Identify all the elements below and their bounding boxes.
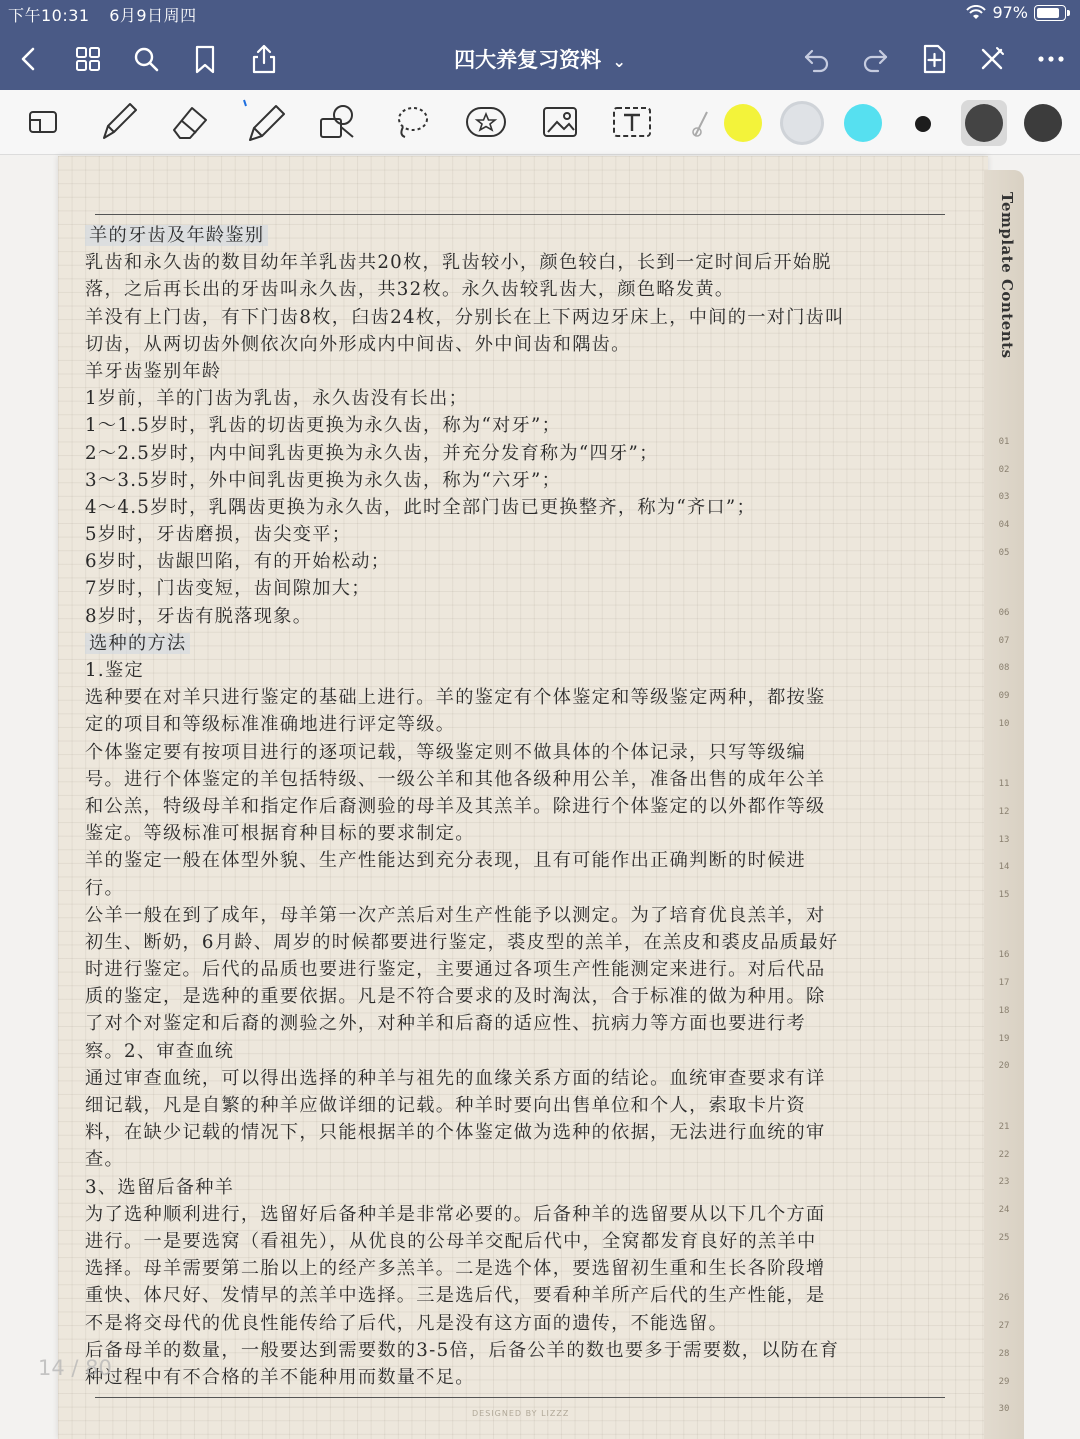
note-text: 质的鉴定，是选种的重要依据。凡是不符合要求的及时淘汰，合于标准的做为种用。除: [85, 986, 826, 1008]
stroke-thin-dot[interactable]: [915, 116, 931, 132]
note-line: [85, 630, 953, 657]
note-text: 号。进行个体鉴定的羊包括特级、一级公羊和其他各级种用公羊，准备出售的成年公羊: [85, 768, 826, 790]
note-text: 个体鉴定要有按项目进行的逐项记载，等级鉴定则不做具体的个体记录，只写等级编: [85, 741, 807, 763]
section-tab[interactable]: 26: [998, 1293, 1010, 1303]
note-line: [85, 684, 953, 711]
note-line: [85, 603, 953, 630]
close-pen-tools-icon[interactable]: [975, 42, 1009, 76]
note-line: [85, 956, 953, 983]
note-line: [85, 412, 953, 439]
note-line: [85, 521, 953, 548]
more-options-icon[interactable]: [1034, 42, 1068, 76]
section-tab[interactable]: 15: [998, 890, 1010, 900]
note-line: [85, 358, 953, 385]
note-text: 时进行鉴定。后代的品质也要进行鉴定，主要通过各项生产性能测定来进行。对后代品: [85, 959, 826, 981]
note-line: [85, 249, 953, 276]
note-line: [85, 1228, 953, 1255]
status-date: 6月9日周四: [109, 6, 197, 25]
note-line: [85, 820, 953, 847]
share-icon[interactable]: [247, 42, 281, 76]
note-text: 公羊一般在到了成年，母羊第一次产羔后对生产性能予以测定。为了培育优良羔羊，对: [85, 904, 826, 926]
stroke-medium-dot[interactable]: [965, 104, 1003, 142]
note-text: 细记载，凡是自繁的种羊应做详细的记载。种羊时要向出售单位和个人，索取卡片资: [85, 1095, 807, 1116]
note-line: [85, 1282, 953, 1309]
section-tab[interactable]: 28: [998, 1349, 1010, 1359]
note-text: 进行。一是要选窝（看祖先），从优良的公母羊交配后代中，全窝都发育良好的羔羊中: [85, 1230, 817, 1252]
note-text: 鉴定。等级标准可根据育种目标的要求制定。: [85, 823, 475, 845]
note-text: 落，之后再长出的牙齿叫永久齿，共32枚。永久齿较乳齿大，颜色略发黄。: [85, 279, 735, 301]
pen-icon[interactable]: [94, 98, 142, 146]
note-text: 了对个对鉴定和后裔的测验之外，对种羊和后裔的适应性、抗病力等方面也要进行考: [85, 1013, 807, 1035]
section-tab[interactable]: 07: [998, 636, 1010, 646]
note-line: [85, 575, 953, 602]
note-text: 3、选留后备种羊: [85, 1176, 235, 1198]
status-bar: [8, 3, 211, 26]
note-text: 羊的鉴定一般在体型外貌、生产性能达到充分表现，且有可能作出正确判断的时候进: [85, 850, 807, 872]
add-page-icon[interactable]: [917, 42, 951, 76]
lasso-icon[interactable]: [388, 98, 436, 146]
note-line: [85, 1201, 953, 1228]
note-line: [85, 1337, 953, 1364]
section-tab[interactable]: 22: [998, 1150, 1010, 1160]
section-tab[interactable]: 13: [998, 835, 1010, 845]
redo-icon[interactable]: [858, 42, 892, 76]
section-tab[interactable]: 20: [998, 1061, 1010, 1071]
note-text: 1岁前，羊的门齿为乳齿，永久齿没有长出；: [85, 388, 469, 410]
text-icon[interactable]: [608, 98, 656, 146]
note-line: [85, 304, 953, 331]
tool-bar: [0, 90, 1080, 155]
battery-icon: [1034, 5, 1066, 21]
note-text: 通过审查血统，可以得出选择的种羊与祖先的血缘关系方面的结论。血统审查要求有详: [85, 1067, 826, 1089]
page-layout-icon[interactable]: [20, 98, 68, 146]
title-chevron-down-icon: ⌄: [612, 52, 626, 71]
shapes-icon[interactable]: [314, 98, 362, 146]
note-line: [85, 440, 953, 467]
note-text: 察。2、审查血统: [85, 1040, 235, 1062]
designed-by-label: DESIGNED BY LIZZZ: [472, 1409, 570, 1418]
undo-icon[interactable]: [800, 42, 834, 76]
section-tab[interactable]: 30: [998, 1404, 1010, 1414]
document-title-text: 四大养复习资料: [454, 48, 602, 72]
section-tab[interactable]: 09: [998, 691, 1010, 701]
note-text: 选择。母羊需要第二胎以上的经产多羔羊。二是选个体，要选留初生重和生长各阶段增: [85, 1258, 826, 1280]
section-tab[interactable]: 21: [998, 1122, 1010, 1132]
section-tab[interactable]: 24: [998, 1205, 1010, 1215]
note-text: 重快、体尺好、发情早的羔羊中选择。三是选后代，要看种羊所产后代的生产性能，是: [85, 1285, 826, 1307]
section-tab[interactable]: 01: [998, 437, 1010, 447]
page-indicator: 14 / 80: [38, 1356, 112, 1380]
section-tab[interactable]: 12: [998, 807, 1010, 817]
note-heading: 羊的牙齿及年龄鉴别: [85, 225, 268, 246]
note-line: [85, 1174, 953, 1201]
note-line: [85, 902, 953, 929]
section-tab[interactable]: 25: [998, 1233, 1010, 1243]
note-text: 切齿，从两切齿外侧依次向外形成内中间齿、外中间齿和隅齿。: [85, 333, 631, 355]
note-text: 6岁时，齿龈凹陷，有的开始松动；: [85, 551, 391, 573]
note-text: 乳齿和永久齿的数目幼年羊乳齿共20枚，乳齿较小，颜色较白，长到一定时间后开始脱: [85, 252, 832, 274]
note-text: 种过程中有不合格的羊不能种用而数量不足。: [85, 1366, 475, 1388]
note-line: [85, 657, 953, 684]
battery-percent: 97%: [992, 3, 1028, 22]
section-tab[interactable]: 06: [998, 608, 1010, 618]
note-line: [85, 494, 953, 521]
note-line: [85, 929, 953, 956]
template-contents-label[interactable]: Template Contents: [998, 192, 1016, 359]
section-tab[interactable]: 19: [998, 1034, 1010, 1044]
search-icon[interactable]: [129, 42, 163, 76]
color-gray-swatch[interactable]: [783, 104, 821, 142]
note-text: 8岁时，牙齿有脱落现象。: [85, 605, 313, 627]
color-yellow-swatch[interactable]: [724, 104, 762, 142]
note-text: 行。: [85, 877, 124, 899]
note-line: [85, 1146, 953, 1173]
status-time: 下午10:31: [8, 6, 90, 25]
section-tab[interactable]: 05: [998, 548, 1010, 558]
note-line: [85, 766, 953, 793]
note-text: 查。: [85, 1149, 124, 1171]
note-text: 1～1.5岁时，乳齿的切齿更换为永久齿，称为“对牙”；: [85, 415, 562, 437]
note-line: [85, 1364, 953, 1391]
section-tab[interactable]: 14: [998, 862, 1010, 872]
section-tab[interactable]: 23: [998, 1177, 1010, 1187]
section-tab[interactable]: 17: [998, 978, 1010, 988]
section-tab[interactable]: 03: [998, 492, 1010, 502]
note-text: 羊没有上门齿，有下门齿8枚，臼齿24枚，分别长在上下两边牙床上，中间的一对门齿叫: [85, 306, 845, 328]
note-line: [85, 331, 953, 358]
top-rule: [95, 214, 945, 215]
note-line: [85, 1010, 953, 1037]
note-line: [85, 276, 953, 303]
bottom-rule: [95, 1397, 945, 1398]
note-line: [85, 1065, 953, 1092]
note-line: [85, 711, 953, 738]
note-line: [85, 222, 953, 249]
section-tab[interactable]: 02: [998, 465, 1010, 475]
note-text: 2～2.5岁时，内中间乳齿更换为永久齿，并充分发育称为“四牙”；: [85, 442, 659, 464]
image-icon[interactable]: [536, 98, 584, 146]
note-line: [85, 847, 953, 874]
section-tab[interactable]: 10: [998, 719, 1010, 729]
section-tab[interactable]: 27: [998, 1321, 1010, 1331]
note-line: [85, 1310, 953, 1337]
note-line: [85, 983, 953, 1010]
note-text: 定的项目和等级标准准确地进行评定等级。: [85, 714, 456, 736]
note-text: 5岁时，牙齿磨损，齿尖变平；: [85, 524, 352, 546]
note-line: [85, 875, 953, 902]
color-cyan-swatch[interactable]: [844, 104, 882, 142]
bookmark-icon[interactable]: [188, 42, 222, 76]
note-text: 后备母羊的数量，一般要达到需要数的3-5倍，后备公羊的数也要多于需要数，以防在育: [85, 1339, 840, 1361]
note-text: 选种要在对羊只进行鉴定的基础上进行。羊的鉴定有个体鉴定和等级鉴定两种，都按鉴: [85, 687, 826, 709]
sticker-icon[interactable]: [462, 98, 510, 146]
note-text: 1.鉴定: [85, 660, 144, 681]
note-heading: 选种的方法: [85, 633, 190, 654]
thumbnails-grid-icon[interactable]: [71, 42, 105, 76]
note-text: 为了选种顺利进行，选留好后备种羊是非常必要的。后备种羊的选留要从以下几个方面: [85, 1203, 826, 1225]
section-tab[interactable]: 16: [998, 950, 1010, 960]
section-tab[interactable]: 08: [998, 663, 1010, 673]
wifi-icon: [966, 5, 986, 21]
note-line: [85, 1038, 953, 1065]
note-line: [85, 1119, 953, 1146]
document-title[interactable]: [454, 48, 626, 72]
handwritten-notes[interactable]: [85, 222, 953, 1391]
note-line: [85, 1092, 953, 1119]
note-text: 不是将交母代的优良性能传给了后代，凡是没有这方面的遗传，不能选留。: [85, 1312, 729, 1334]
section-tab[interactable]: 18: [998, 1006, 1010, 1016]
note-text: 3～3.5岁时，外中间乳齿更换为永久齿，称为“六牙”；: [85, 469, 562, 491]
note-text: 4～4.5岁时，乳隅齿更换为永久齿，此时全部门齿已更换整齐，称为“齐口”；: [85, 496, 757, 518]
note-line: [85, 1255, 953, 1282]
note-text: 羊牙齿鉴别年龄: [85, 360, 222, 382]
laser-pointer-icon[interactable]: [676, 98, 724, 146]
eraser-icon[interactable]: [166, 98, 214, 146]
note-line: [85, 467, 953, 494]
note-text: 和公羔，特级母羊和指定作后裔测验的母羊及其羔羊。除进行个体鉴定的以外都作等级: [85, 795, 826, 817]
section-tab[interactable]: 04: [998, 520, 1010, 530]
back-chevron-icon[interactable]: [12, 42, 46, 76]
note-text: 料，在缺少记载的情况下，只能根据羊的个体鉴定做为选种的依据，无法进行血统的审: [85, 1122, 826, 1144]
note-text: 初生、断奶，6月龄、周岁的时候都要进行鉴定，裘皮型的羔羊，在羔皮和裘皮品质最好: [85, 931, 839, 953]
section-tab[interactable]: 11: [998, 779, 1010, 789]
note-line: [85, 793, 953, 820]
stroke-thick-dot[interactable]: [1024, 104, 1062, 142]
note-line: [85, 739, 953, 766]
status-right: [966, 3, 1070, 22]
section-tab[interactable]: 29: [998, 1377, 1010, 1387]
note-line: [85, 385, 953, 412]
note-line: [85, 548, 953, 575]
note-text: 7岁时，门齿变短，齿间隙加大；: [85, 578, 371, 600]
top-bar: [0, 0, 1080, 90]
highlighter-icon[interactable]: [240, 98, 288, 146]
